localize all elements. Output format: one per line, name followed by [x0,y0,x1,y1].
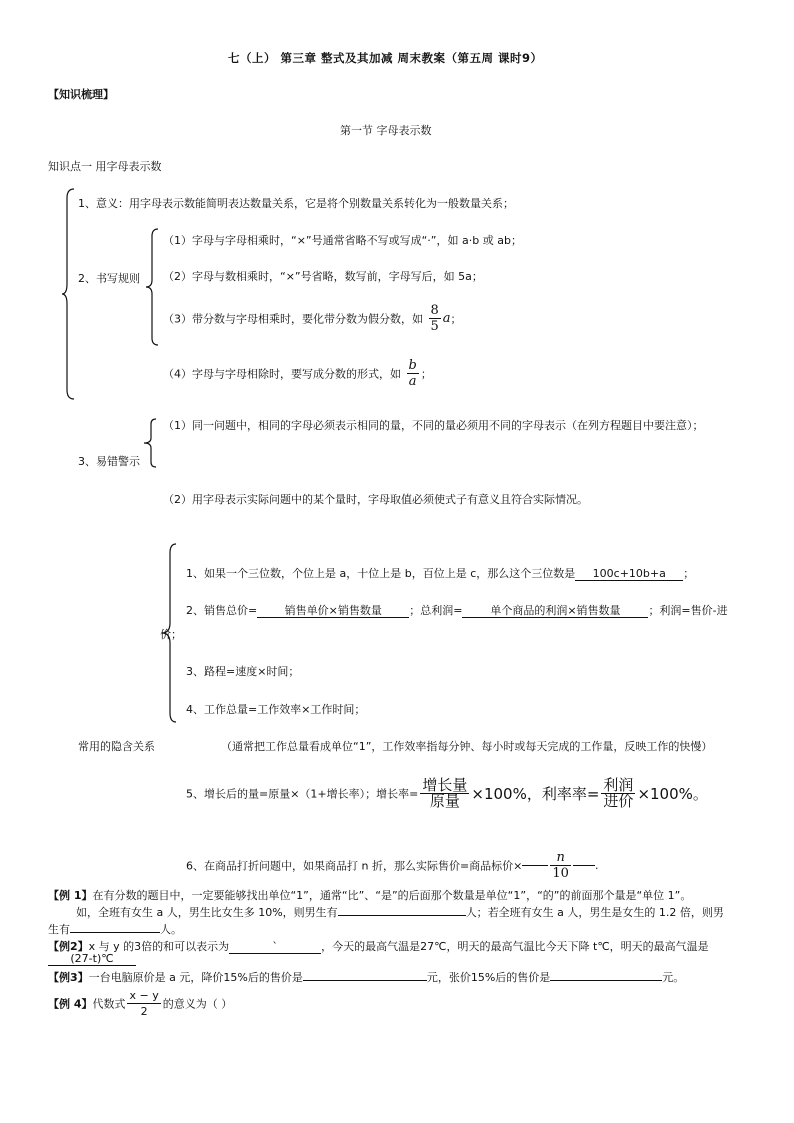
kp1-heading: 知识点一 用字母表示数 [48,160,162,173]
item-writing-rules: 2、书写规则 [78,272,140,285]
relation-2: 2、销售总价= 销售单价×销售数量 ；总利润= 单个商品的利润×销售数量 ；利润=售价-进 [186,604,728,617]
answer-blank[interactable] [550,980,662,981]
section-tag: 【知识梳理】 [48,88,114,101]
item-warnings: 3、易错警示 [78,455,140,468]
page-title: 七（上） 第三章 整式及其加减 周末教案（第五周 课时9） [228,51,543,65]
section-title: 第一节 字母表示数 [340,124,432,137]
frac-den: 2 [140,1005,148,1018]
brace-main [62,188,76,400]
example-1-line2: 如，全班有女生 a 人，男生比女生多 10%，则男生有 人；若全班有女生 a 人，男生是女生的 1.2 倍，则男 [76,906,724,919]
rule-1: （1）字母与字母相乘时，“×”号通常省略不写或写成“·”，如 a·b 或 ab； [163,234,522,247]
frac-num: 增长量 [422,776,468,794]
frac-den: 5 [430,319,439,334]
rule-4: （4）字母与字母相除时，要写成分数的形式，如 $\frac{b}{a}$ ； [163,358,432,389]
relation-3: 3、路程=速度×时间； [186,665,300,678]
example-2-line2 [48,952,136,966]
example-4: 【例 4】代数式 $\frac{x - y}{2}$ 的意义为（ ） [48,989,233,1018]
frac-num: x − y [129,989,159,1002]
relation-6: 6、在商品打折问题中，如果商品打 n 折，那么实际售价=商品标价× $\frac{n}{10}$ . [186,850,599,881]
relation-4: 4、工作总量=工作效率×工作时间； [186,703,366,716]
answer-blank[interactable] [70,932,160,933]
implied-relations-label: 常用的隐含关系 [78,740,155,753]
relation-4-note: （通常把工作总量看成单位“1”，工作效率指每分钟、每小时或每天完成的工作量，反映工作的快慢） [221,740,713,753]
frac-num: b [408,358,417,373]
frac-num: n [550,850,571,866]
frac-den: 进价 [603,792,634,810]
rule-2: （2）字母与数相乘时，“×”号省略，数写前，字母写后，如 5a； [163,270,483,283]
answer-blank[interactable] [338,915,466,916]
answer-blank[interactable] [303,980,427,981]
brace-rules [146,228,160,346]
answer-blank: (27-t)℃ [48,952,136,966]
answer-blank: 单个商品的利润×销售数量 [462,604,648,618]
brace-warnings [144,418,158,468]
frac-num: 利润 [603,776,634,794]
example-2: 【例2】x 与 y 的3倍的和可以表示为 ` ，今天的最高气温是27℃，明天的最高气温比今天下降 t℃，明天的最高气温是 [48,940,709,953]
frac-den: 原量 [429,792,460,810]
relation-5: 5、增长后的量=原量×（1+增长率）；增长率= $\frac{\text{增长量}}{\text{原量}}$ ×100%，利率率= $\frac{\text{利润}}{\text{进价}}$ ×100%。 [186,776,708,810]
rule-3: （3）带分数与字母相乘时，要化带分数为假分数，如 $\frac{8}{5}$ a； [163,303,462,334]
frac-den: a [408,374,417,389]
example-1: 【例 1】在有分数的题目中，一定要能够找出单位“1”，通常“比”、“是”的后面那个数量是单位“1”，“的”的前面那个量是“单位 1”。 [48,889,692,902]
frac-den: 10 [552,866,569,881]
frac-num: 8 [430,303,439,318]
answer-blank: 销售单价×销售数量 [257,604,409,618]
item-meaning: 1、意义：用字母表示数能简明表达数量关系，它是将个别数量关系转化为一般数量关系； [78,197,514,210]
warning-2: （2）用字母表示实际问题中的某个量时，字母取值必须使式子有意义且符合实际情况。 [163,493,588,506]
example-3: 【例3】一台电脑原价是 a 元，降价15%后的售价是 元，张价15%后的售价是 元。 [48,971,685,984]
warning-1: （1）同一问题中，相同的字母必须表示相同的量，不同的量必须用不同的字母表示（在列方程题目中要注意）； [163,419,704,432]
answer-blank: 100c+10b+a [575,567,683,581]
relation-2-wrap: 价； [160,628,182,641]
relation-1: 1、如果一个三位数，个位上是 a，十位上是 b，百位上是 c，那么这个三位数是 100c+10b+a ； [186,567,695,580]
answer-blank[interactable]: ` [229,940,321,954]
example-1-line3: 生有 人。 [48,923,182,936]
